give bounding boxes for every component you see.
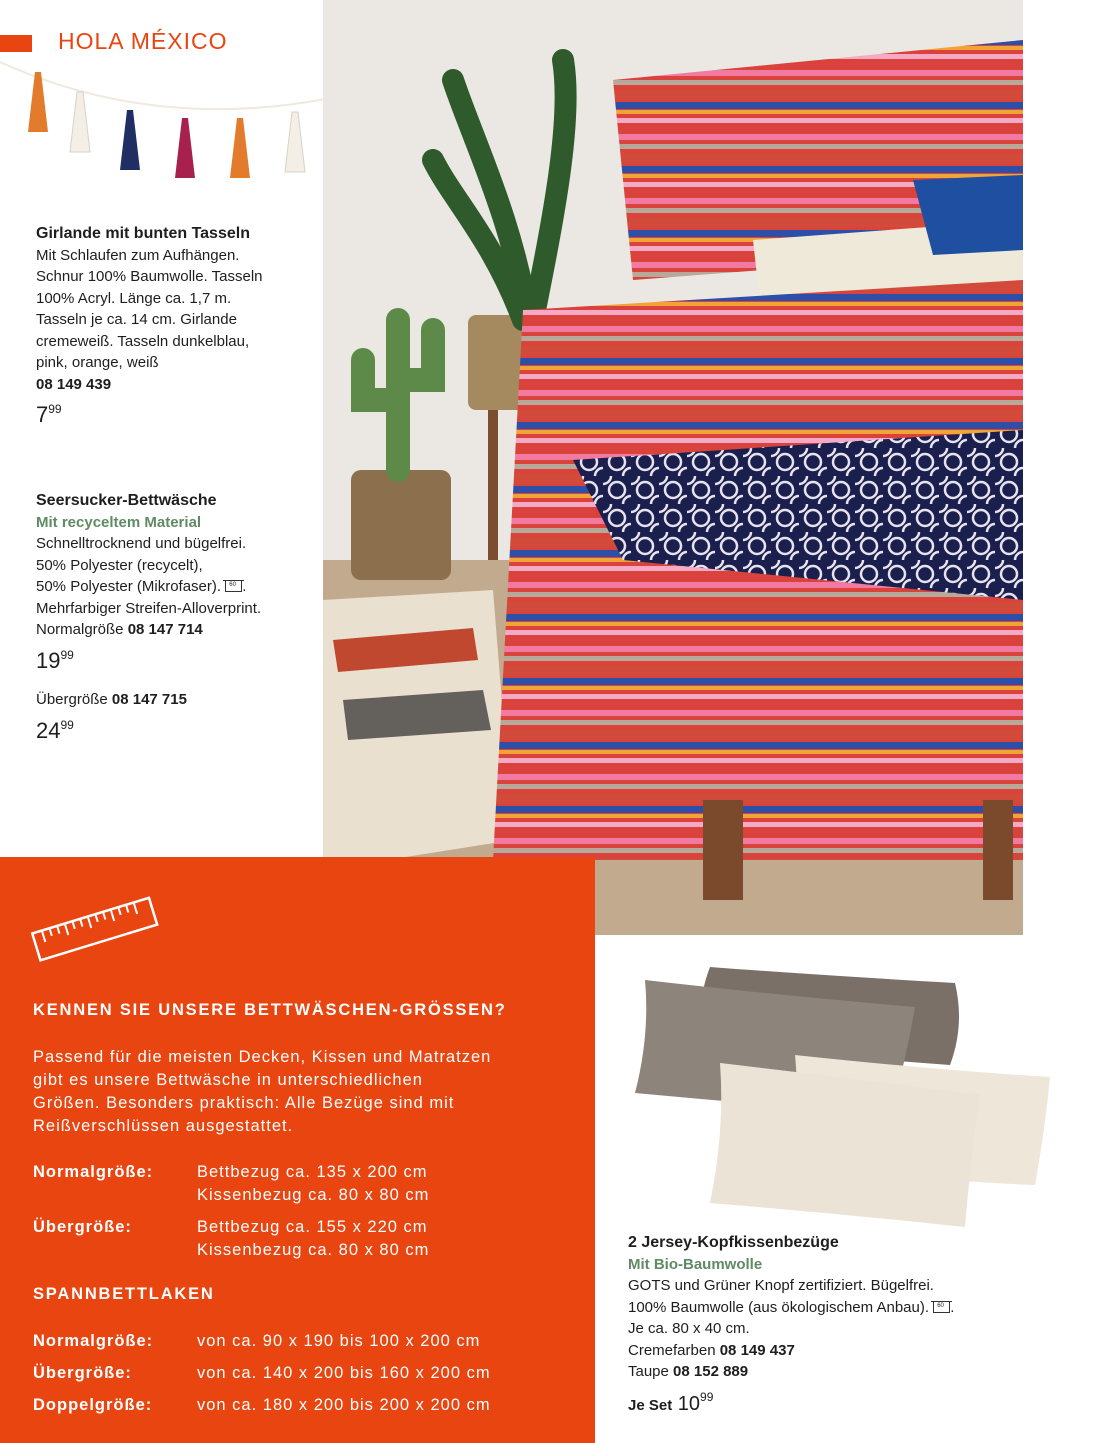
fitted-row-double: Doppelgröße: von ca. 180 x 200 bis 200 x 200 cm (33, 1396, 491, 1414)
tassel (70, 92, 90, 152)
description-line: Schnelltrocknend und bügelfrei. (36, 535, 247, 552)
tassel (285, 112, 305, 172)
description-line: Mit Schlaufen zum Aufhängen. (36, 246, 240, 264)
price: $7^{99}$ (36, 402, 62, 427)
description-line: GOTS und Grüner Knopf zertifiziert. Bügelfrei. (628, 1277, 934, 1294)
info-paragraph: Passend für die meisten Decken, Kissen und Matratzen gibt es unsere Bettwäsche in unterschiedlichen Größen. Besonders praktisch: Alle Bezüge sind mit Reißverschlüssen ausgestattet. (33, 1048, 492, 1135)
size-row-normal: Normalgröße: Bettbezug ca. 135 x 200 cm Kissenbezug ca. 80 x 80 cm (33, 1163, 430, 1204)
size-row-over: Übergröße: Bettbezug ca. 155 x 220 cm Kissenbezug ca. 80 x 80 cm (33, 1218, 430, 1259)
wash-60-icon: 60 (225, 580, 242, 592)
fitted-row-normal: Normalgröße: von ca. 90 x 190 bis 100 x 200 cm (33, 1332, 481, 1350)
info-heading: KENNEN SIE UNSERE BETTWÄSCHEN-GRÖSSEN? (33, 1001, 507, 1019)
size-line: Normalgröße 08 147 714 (36, 621, 203, 638)
bedroom-photo (323, 0, 1023, 935)
description-line: 100% Acryl. Länge ca. 1,7 m. (36, 289, 232, 307)
product-title: Girlande mit bunten Tasseln (36, 225, 250, 242)
description-line: 50% Polyester (Mikrofaser). 60 . (36, 578, 247, 595)
size-info-panel (0, 857, 595, 1443)
pillow-cases-image (615, 955, 1075, 1235)
description-line: Tasseln je ca. 14 cm. Girlande (36, 311, 237, 328)
variant-line: Taupe 08 152 889 (628, 1363, 749, 1380)
page-title: HOLA MÉXICO (58, 28, 228, 54)
garland-product (36, 223, 263, 426)
pillow-product (628, 1232, 954, 1416)
description-line: 100% Baumwolle (aus ökologischem Anbau). 60 . (628, 1298, 955, 1316)
price: Je Set $10^{99}$ (628, 1389, 714, 1415)
fitted-row-over: Übergröße: von ca. 140 x 200 bis 160 x 200 cm (33, 1364, 491, 1382)
size-line: Übergröße 08 147 715 (36, 691, 187, 708)
description-line: Schnur 100% Baumwolle. Tasseln (36, 268, 263, 285)
article-number: 08 149 439 (36, 375, 112, 393)
description-line: pink, orange, weiß (36, 354, 159, 371)
product-title: Seersucker-Bettwäsche (36, 492, 217, 509)
wash-60-icon: 60 (933, 1301, 950, 1313)
description-line: Mehrfarbiger Streifen-Alloverprint. (36, 599, 262, 617)
description-line: cremeweiß. Tasseln dunkelblau, (36, 332, 250, 350)
tassel (175, 118, 195, 178)
product-subtitle: Mit Bio-Baumwolle (628, 1255, 763, 1273)
variant-line: Cremefarben 08 149 437 (628, 1341, 795, 1359)
product-title: 2 Jersey-Kopfkissenbezüge (628, 1234, 839, 1251)
tassel (120, 110, 140, 170)
tassel (230, 118, 250, 178)
bedding-product (36, 490, 261, 741)
description-line: 50% Polyester (recycelt), (36, 556, 203, 574)
description-line: Je ca. 80 x 40 cm. (628, 1320, 750, 1337)
ruler-icon (30, 895, 160, 965)
price: $19^{99}$ (36, 647, 74, 673)
price: $24^{99}$ (36, 717, 74, 743)
fitted-heading: SPANNBETTLAKEN (33, 1285, 215, 1303)
product-subtitle: Mit recyceltem Material (36, 513, 202, 531)
